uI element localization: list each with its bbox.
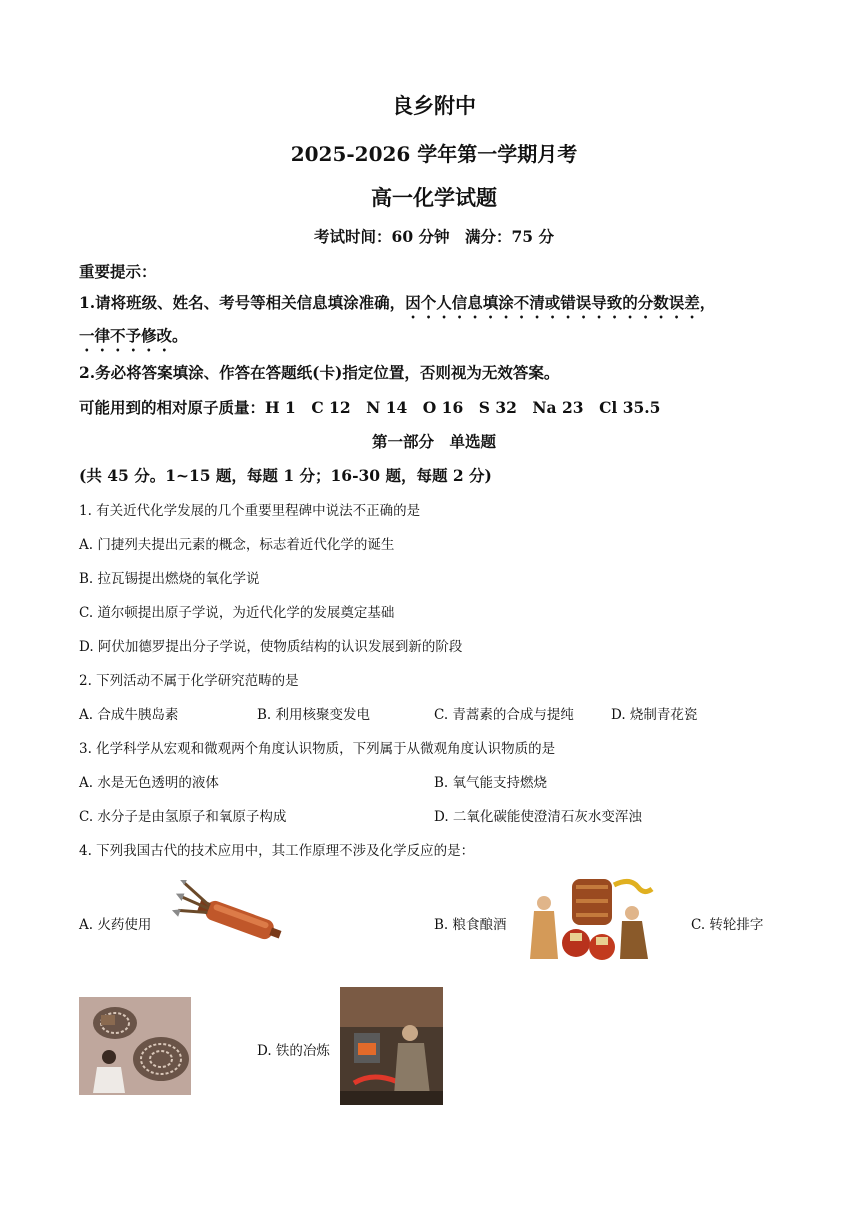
question-3-option-b: B. 氧气能支持燃烧 — [434, 775, 548, 791]
question-1-stem: 1. 有关近代化学发展的几个重要里程碑中说法不正确的是 — [79, 503, 421, 519]
gunpowder-illustration — [166, 880, 290, 960]
subject-title: 高一化学试题 — [371, 185, 497, 210]
notice-title: 重要提示： — [79, 262, 157, 281]
question-2-option-a: A. 合成牛胰岛素 — [79, 707, 179, 723]
question-1-option-a: A. 门捷列夫提出元素的概念，标志着近代化学的诞生 — [79, 537, 395, 553]
school-name: 良乡附中 — [392, 93, 476, 118]
question-4-option-a: A. 火药使用 — [79, 917, 152, 933]
question-2-stem: 2. 下列活动不属于化学研究范畴的是 — [79, 673, 299, 689]
section-title: 第一部分 单选题 — [371, 432, 496, 451]
question-1-option-c: C. 道尔顿提出原子学说，为近代化学的发展奠定基础 — [79, 605, 395, 621]
emphasis-text: 一律不予修改 — [79, 326, 173, 345]
question-2-option-b: B. 利用核聚变发电 — [257, 707, 371, 723]
question-3-stem: 3. 化学科学从宏观和微观两个角度认识物质，下列属于从微观角度认识物质的是 — [79, 741, 556, 757]
type-rotating-wheel-illustration — [79, 997, 191, 1095]
question-2-option-d: D. 烧制青花瓷 — [611, 707, 698, 723]
section-desc: (共 45 分。1~15 题，每题 1 分；16-30 题，每题 2 分) — [79, 466, 492, 485]
question-3-option-c: C. 水分子是由氢原子和氧原子构成 — [79, 809, 287, 825]
iron-smelting-illustration — [340, 987, 443, 1105]
exam-time-info: 考试时间：60 分钟 满分：75 分 — [314, 227, 554, 246]
question-1-option-b: B. 拉瓦锡提出燃烧的氧化学说 — [79, 571, 260, 587]
atomic-mass-info: 可能用到的相对原子质量：H 1 C 12 N 14 O 16 S 32 Na 23 Cl 35.5 — [79, 398, 661, 417]
question-4-option-c: C. 转轮排字 — [691, 917, 764, 933]
notice-item-1: 1.请将班级、姓名、考号等相关信息填涂准确，因个人信息填涂不清或错误导致的分数误差， — [79, 293, 716, 312]
question-3-option-a: A. 水是无色透明的液体 — [79, 775, 219, 791]
question-2-option-c: C. 青蒿素的合成与提纯 — [434, 707, 574, 723]
exam-term-title: 2025-2026 学年第一学期月考 — [290, 142, 578, 166]
emphasis-text: 因个人信息填涂不清或错误导致的分数误差， — [405, 293, 716, 312]
question-4-option-b: B. 粮食酿酒 — [434, 917, 507, 933]
question-4-option-d: D. 铁的冶炼 — [257, 1043, 330, 1059]
question-1-option-d: D. 阿伏加德罗提出分子学说，使物质结构的认识发展到新的阶段 — [79, 639, 463, 655]
notice-item-1-cont: 一律不予修改。 — [79, 326, 188, 345]
wine-brewing-illustration — [526, 873, 656, 965]
question-4-stem: 4. 下列我国古代的技术应用中，其工作原理不涉及化学反应的是： — [79, 843, 475, 859]
question-3-option-d: D. 二氧化碳能使澄清石灰水变浑浊 — [434, 809, 642, 825]
notice-item-2: 2.务必将答案填涂、作答在答题纸(卡)指定位置，否则视为无效答案。 — [79, 363, 560, 382]
